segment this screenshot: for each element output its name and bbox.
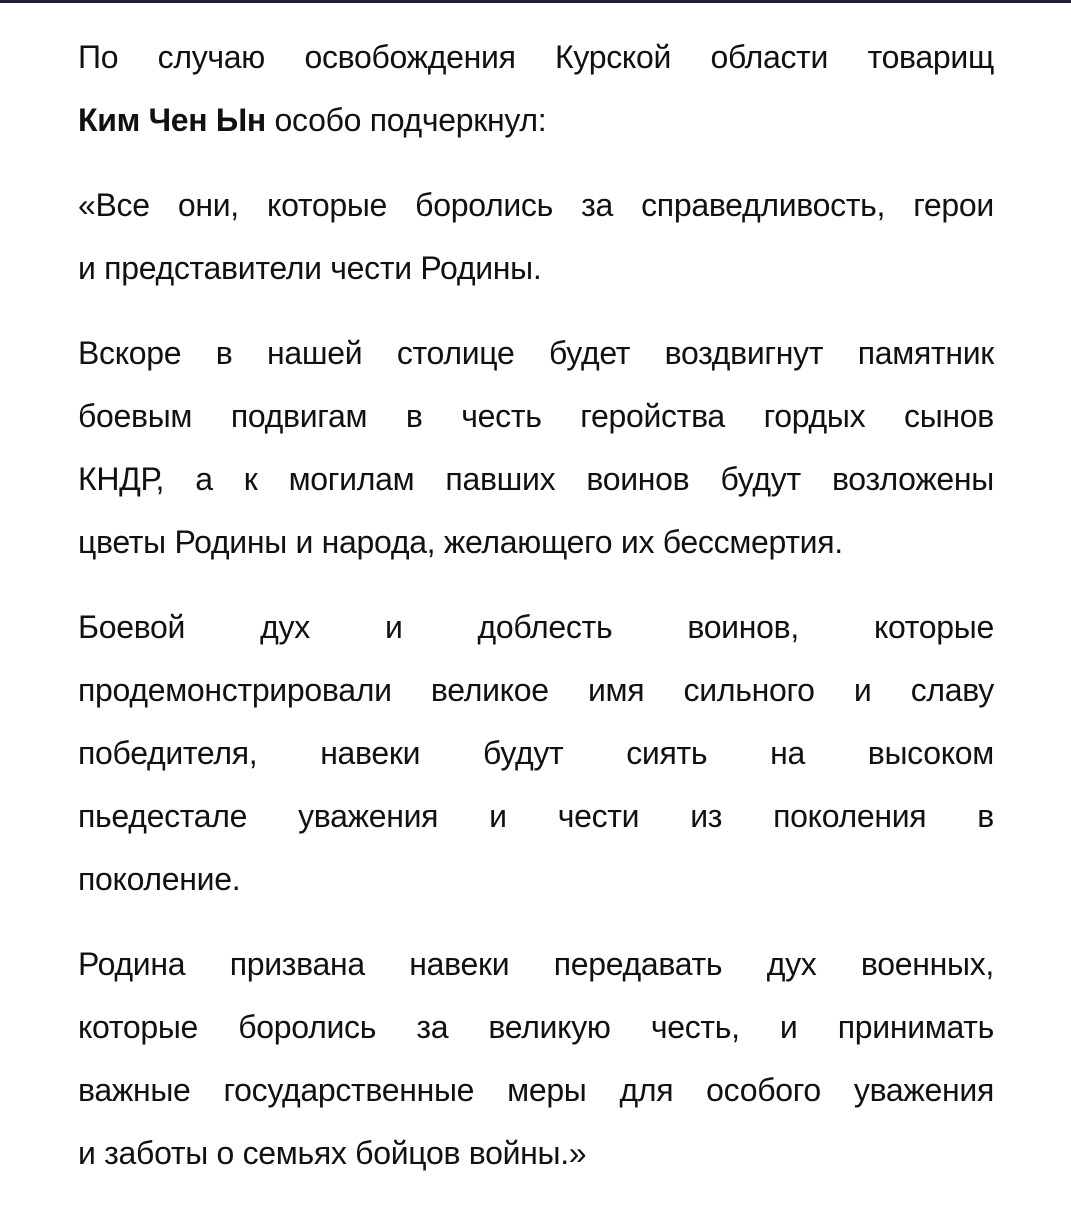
text-line: [78, 89, 994, 152]
top-border: [0, 0, 1071, 3]
text-line: Родина призвана навеки передавать дух военных,: [78, 946, 994, 982]
paragraph-intro: [78, 26, 994, 152]
text-line: Боевой дух и доблесть воинов, которые: [78, 609, 994, 645]
paragraph-quote-1: [78, 174, 994, 300]
text-line: цветы Родины и народа, желающего их бессмертия.: [78, 524, 843, 560]
text-line: которые боролись за великую честь, и принимать: [78, 1009, 994, 1045]
text-line: и представители чести Родины.: [78, 250, 542, 286]
text-line: КНДР, а к могилам павших воинов будут возложены: [78, 461, 994, 497]
text-line: и заботы о семьях бойцов войны.»: [78, 1135, 587, 1171]
paragraph-quote-4: [78, 933, 994, 1185]
text-line: победителя, навеки будут сиять на высоком: [78, 735, 994, 771]
text-line: поколение.: [78, 861, 241, 897]
text-line: Вскоре в нашей столице будет воздвигнут памятник: [78, 335, 994, 371]
document-body: [78, 26, 994, 1207]
paragraph-quote-2: [78, 322, 994, 574]
bold-name: Ким Чен Ын: [78, 102, 266, 138]
paragraph-quote-3: [78, 596, 994, 911]
text-line: продемонстрировали великое имя сильного и славу: [78, 672, 994, 708]
text-line: боевым подвигам в честь геройства гордых сынов: [78, 398, 994, 434]
text-fragment: особо подчеркнул:: [265, 102, 547, 138]
text-line: По случаю освобождения Курской области товарищ: [78, 39, 994, 75]
text-line: важные государственные меры для особого уважения: [78, 1072, 994, 1108]
text-line: пьедестале уважения и чести из поколения в: [78, 798, 994, 834]
text-line: «Все они, которые боролись за справедливость, герои: [78, 187, 994, 223]
